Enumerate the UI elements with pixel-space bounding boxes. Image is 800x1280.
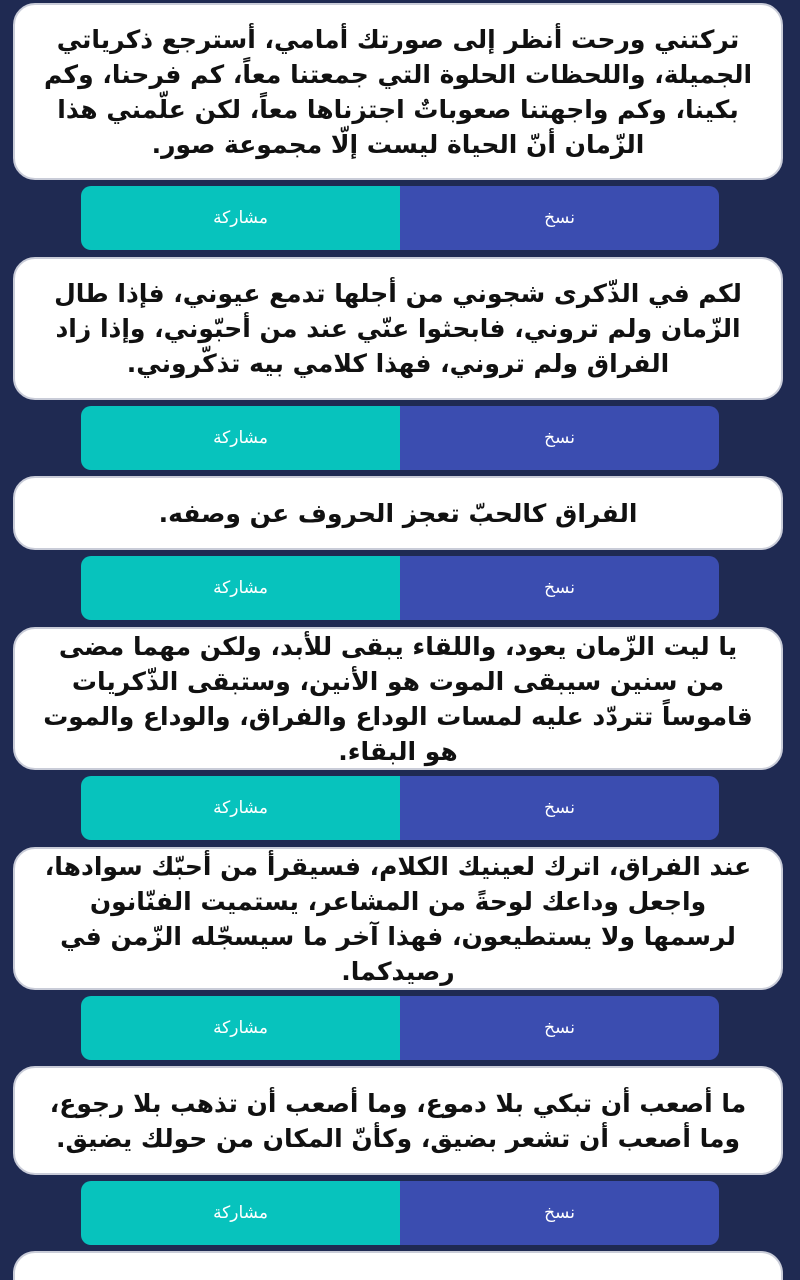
quote-actions (81, 1181, 719, 1245)
quote-text: ما أصعب أن تبكي بلا دموع، وما أصعب أن تذهب بلا رجوع، وما أصعب أن تشعر بضيق، وكأنّ المكان من حولك يضيق. (49, 1088, 747, 1153)
share-button[interactable]: مشاركة (81, 406, 400, 470)
quote-card (13, 627, 783, 770)
share-button[interactable]: مشاركة (81, 186, 400, 250)
quote-actions (81, 556, 719, 620)
quote-card (13, 257, 783, 400)
share-button[interactable]: مشاركة (81, 996, 400, 1060)
share-button[interactable]: مشاركة (81, 556, 400, 620)
copy-button[interactable]: نسخ (400, 1181, 719, 1245)
copy-button[interactable]: نسخ (400, 776, 719, 840)
copy-button[interactable]: نسخ (400, 406, 719, 470)
quote-actions (81, 186, 719, 250)
quote-actions (81, 996, 719, 1060)
quote-actions (81, 776, 719, 840)
quote-card (13, 476, 783, 550)
copy-button[interactable]: نسخ (400, 556, 719, 620)
quote-text: يا ليت الزّمان يعود، واللقاء يبقى للأبد، ولكن مهما مضى من سنين سيبقى الموت هو الأنين، وستبقى الذّكريات قاموساً تتردّد عليه لمسات الوداع والفراق، والوداع والموت هو البقاء. (43, 631, 753, 766)
quote-card (13, 847, 783, 990)
copy-button[interactable]: نسخ (400, 186, 719, 250)
quote-card-partial (13, 1251, 783, 1280)
share-button[interactable]: مشاركة (81, 776, 400, 840)
quote-text: تركتني ورحت أنظر إلى صورتك أمامي، أسترجع ذكرياتي الجميلة، واللحظات الحلوة التي جمعتنا معاً، كم فرحنا، وكم بكينا، وكم واجهتنا صعوباتٌ اجتزناها معاً، لكن علّمني هذا الزّمان أنّ الحياة ليست إلّا مجموعة صور. (43, 24, 753, 159)
quote-card (13, 3, 783, 180)
copy-button[interactable]: نسخ (400, 996, 719, 1060)
quote-card (13, 1066, 783, 1175)
quote-text: عند الفراق، اترك لعينيك الكلام، فسيقرأ من أحبّك سوادها، واجعل وداعك لوحةً من المشاعر، يستميت الفنّانون لرسمها ولا يستطيعون، فهذا آخر ما سيسجّله الزّمن في رصيدكما. (44, 851, 752, 986)
share-button[interactable]: مشاركة (81, 1181, 400, 1245)
quote-actions (81, 406, 719, 470)
quote-text: الفراق كالحبّ تعجز الحروف عن وصفه. (158, 498, 638, 528)
quote-text: لكم في الذّكرى شجوني من أجلها تدمع عيوني، فإذا طال الزّمان ولم تروني، فابحثوا عنّي عند من أحبّوني، وإذا زاد الفراق ولم تروني، فهذا كلامي بيه تذكّروني. (54, 279, 742, 378)
